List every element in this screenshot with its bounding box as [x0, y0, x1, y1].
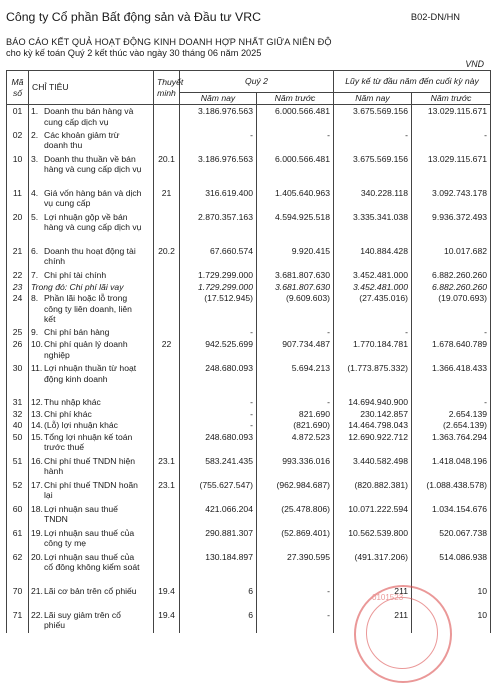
cell-thuyet-minh	[154, 408, 180, 420]
cell-chi-tieu	[29, 455, 154, 479]
item-name: Chi phí bán hàng	[44, 327, 110, 338]
item-index: 10.	[31, 339, 43, 350]
item-name: Lãi suy giảm trên cổ phiếu	[44, 609, 121, 631]
table-row	[7, 326, 491, 338]
cell-lk-nam-nay: 14.694.940.900	[334, 396, 412, 408]
cell-lk-nam-truoc: 10	[412, 609, 491, 633]
cell-q2-nam-nay: -	[180, 326, 257, 338]
cell-chi-tieu	[29, 431, 154, 455]
cell-chi-tieu	[29, 408, 154, 420]
cell-thuyet-minh	[154, 362, 180, 396]
col-ma-so: Mã số	[7, 71, 29, 105]
item-index: 11.	[31, 363, 43, 374]
item-index: 14.	[31, 420, 43, 431]
cell-q2-nam-truoc: (9.609.603)	[257, 292, 334, 326]
cell-chi-tieu	[29, 269, 154, 281]
cell-chi-tieu	[29, 585, 154, 609]
cell-q2-nam-truoc: 4.872.523	[257, 431, 334, 455]
cell-lk-nam-nay: 211	[334, 585, 412, 609]
cell-chi-tieu	[29, 281, 154, 293]
item-index: 19.	[31, 527, 43, 538]
cell-q2-nam-nay: 3.186.976.563	[180, 105, 257, 129]
cell-thuyet-minh: 19.4	[154, 585, 180, 609]
cell-lk-nam-truoc: 6.882.260.260	[412, 269, 491, 281]
col-lk-nam-nay: Năm nay	[334, 93, 412, 105]
cell-lk-nam-nay: 3.675.569.156	[334, 153, 412, 187]
cell-q2-nam-truoc: 993.336.016	[257, 455, 334, 479]
item-name: Doanh thu bán hàng và cung cấp dịch vụ	[44, 106, 134, 127]
cell-q2-nam-nay: -	[180, 129, 257, 153]
cell-thuyet-minh	[154, 281, 180, 293]
item-index: 8.	[31, 293, 39, 304]
cell-lk-nam-truoc: (2.654.139)	[412, 419, 491, 431]
cell-q2-nam-truoc: 3.681.807.630	[257, 281, 334, 293]
cell-thuyet-minh: 21	[154, 187, 180, 211]
item-name: Trong đó: Chi phí lãi vay	[31, 281, 124, 292]
item-name: Các khoản giảm trừ doanh thu	[44, 129, 120, 151]
cell-q2-nam-truoc: 5.694.213	[257, 362, 334, 396]
table-row	[7, 292, 491, 326]
cell-q2-nam-nay: 6	[180, 585, 257, 609]
cell-q2-nam-truoc: 1.405.640.963	[257, 187, 334, 211]
item-name: Giá vốn hàng bán và dịch vụ cung cấp	[44, 187, 142, 209]
cell-lk-nam-truoc: -	[412, 396, 491, 408]
cell-thuyet-minh	[154, 527, 180, 551]
cell-lk-nam-truoc: 520.067.738	[412, 527, 491, 551]
item-index: 21.	[31, 585, 43, 596]
cell-ma-so: 25	[7, 326, 29, 338]
cell-q2-nam-truoc: -	[257, 585, 334, 609]
cell-lk-nam-nay: 211	[334, 609, 412, 633]
cell-lk-nam-truoc: 9.936.372.493	[412, 211, 491, 245]
cell-thuyet-minh: 20.1	[154, 153, 180, 187]
item-index: 17.	[31, 479, 43, 490]
cell-q2-nam-truoc: 3.681.807.630	[257, 269, 334, 281]
item-index: 9.	[31, 327, 39, 338]
cell-lk-nam-truoc: 2.654.139	[412, 408, 491, 420]
currency-label: VND	[465, 59, 484, 69]
cell-lk-nam-truoc: 10.017.682	[412, 245, 491, 269]
report-subtitle: cho kỳ kế toán Quý 2 kết thúc vào ngày 30 tháng 06 năm 2025	[6, 48, 262, 58]
cell-ma-so: 70	[7, 585, 29, 609]
table-row	[7, 479, 491, 503]
cell-q2-nam-nay: 6	[180, 609, 257, 633]
cell-ma-so: 32	[7, 408, 29, 420]
cell-ma-so: 62	[7, 551, 29, 585]
company-name: Công ty Cổ phần Bất động sản và Đầu tư VRC	[6, 10, 261, 24]
cell-q2-nam-nay: (755.627.547)	[180, 479, 257, 503]
table-row	[7, 269, 491, 281]
form-code: B02-DN/HN	[410, 12, 460, 22]
cell-lk-nam-nay: (27.435.016)	[334, 292, 412, 326]
table-row	[7, 455, 491, 479]
item-index: 13.	[31, 408, 43, 419]
cell-lk-nam-truoc: 1.034.154.676	[412, 503, 491, 527]
cell-q2-nam-truoc: -	[257, 129, 334, 153]
cell-q2-nam-nay: 248.680.093	[180, 362, 257, 396]
item-name: Chi phí thuế TNDN hiện hành	[44, 455, 136, 477]
item-index: 6.	[31, 245, 39, 256]
cell-lk-nam-truoc: 514.086.938	[412, 551, 491, 585]
cell-q2-nam-nay: 1.729.299.000	[180, 269, 257, 281]
item-name: Lợi nhuận gộp về bán hàng và cung cấp dịch vụ	[44, 211, 142, 233]
cell-lk-nam-nay: -	[334, 326, 412, 338]
cell-thuyet-minh	[154, 503, 180, 527]
cell-lk-nam-nay: (491.317.206)	[334, 551, 412, 585]
cell-lk-nam-truoc: -	[412, 326, 491, 338]
cell-lk-nam-truoc: (19.070.693)	[412, 292, 491, 326]
cell-ma-so: 60	[7, 503, 29, 527]
table-row	[7, 396, 491, 408]
item-index: 4.	[31, 187, 39, 198]
cell-q2-nam-nay: 3.186.976.563	[180, 153, 257, 187]
table-body	[7, 105, 491, 633]
table-row	[7, 419, 491, 431]
cell-ma-so: 22	[7, 269, 29, 281]
cell-lk-nam-truoc: 10	[412, 585, 491, 609]
cell-chi-tieu	[29, 338, 154, 362]
cell-lk-nam-nay: 3.440.582.498	[334, 455, 412, 479]
item-name: Lợi nhuận sau thuế của cổ đông không kiểm soát	[44, 551, 140, 573]
cell-lk-nam-nay: 230.142.857	[334, 408, 412, 420]
cell-ma-so: 71	[7, 609, 29, 633]
cell-q2-nam-nay: 942.525.699	[180, 338, 257, 362]
cell-chi-tieu	[29, 245, 154, 269]
cell-ma-so: 51	[7, 455, 29, 479]
item-index: 2.	[31, 129, 39, 140]
item-name: (Lỗ) lợi nhuận khác	[44, 420, 118, 431]
cell-thuyet-minh	[154, 431, 180, 455]
table-row	[7, 362, 491, 396]
cell-thuyet-minh	[154, 292, 180, 326]
table-row	[7, 408, 491, 420]
cell-ma-so: 52	[7, 479, 29, 503]
cell-ma-so: 31	[7, 396, 29, 408]
cell-q2-nam-truoc: 821.690	[257, 408, 334, 420]
cell-chi-tieu	[29, 362, 154, 396]
item-index: 18.	[31, 503, 43, 514]
cell-q2-nam-nay: 248.680.093	[180, 431, 257, 455]
cell-chi-tieu	[29, 419, 154, 431]
item-index: 20.	[31, 551, 43, 562]
cell-q2-nam-truoc: 907.734.487	[257, 338, 334, 362]
cell-q2-nam-nay: 130.184.897	[180, 551, 257, 585]
cell-chi-tieu	[29, 187, 154, 211]
table-row	[7, 503, 491, 527]
cell-lk-nam-nay: (1.773.875.332)	[334, 362, 412, 396]
cell-ma-so: 21	[7, 245, 29, 269]
cell-lk-nam-truoc: 13.029.115.671	[412, 153, 491, 187]
cell-q2-nam-truoc: 9.920.415	[257, 245, 334, 269]
cell-q2-nam-nay: -	[180, 419, 257, 431]
cell-lk-nam-truoc: 3.092.743.178	[412, 187, 491, 211]
item-name: Lợi nhuận sau thuế của công ty mẹ	[44, 527, 135, 549]
cell-q2-nam-truoc: (52.869.401)	[257, 527, 334, 551]
cell-ma-so: 11	[7, 187, 29, 211]
table-row	[7, 129, 491, 153]
table-row	[7, 211, 491, 245]
col-thuyet-minh: Thuyết minh	[154, 71, 180, 105]
item-name: Chi phí quản lý doanh nghiệp	[44, 339, 128, 360]
cell-thuyet-minh: 23.1	[154, 455, 180, 479]
cell-q2-nam-nay: 290.881.307	[180, 527, 257, 551]
cell-q2-nam-nay: 421.066.204	[180, 503, 257, 527]
cell-lk-nam-nay: 3.452.481.000	[334, 269, 412, 281]
cell-q2-nam-nay: 67.660.574	[180, 245, 257, 269]
cell-lk-nam-nay: 1.770.184.781	[334, 338, 412, 362]
cell-q2-nam-nay: -	[180, 396, 257, 408]
cell-lk-nam-nay: -	[334, 129, 412, 153]
col-luy-ke: Lũy kế từ đầu năm đến cuối kỳ này	[334, 71, 491, 93]
cell-thuyet-minh	[154, 396, 180, 408]
cell-chi-tieu	[29, 527, 154, 551]
cell-ma-so: 24	[7, 292, 29, 326]
item-index: 5.	[31, 211, 39, 222]
cell-lk-nam-nay: 3.452.481.000	[334, 281, 412, 293]
item-name: Doanh thu hoạt động tài chính	[44, 245, 136, 267]
cell-lk-nam-nay: 140.884.428	[334, 245, 412, 269]
cell-q2-nam-truoc: 6.000.566.481	[257, 105, 334, 129]
cell-q2-nam-truoc: 6.000.566.481	[257, 153, 334, 187]
item-name: Lợi nhuận thuần từ hoạt động kinh doanh	[44, 363, 137, 384]
cell-q2-nam-nay: 2.870.357.163	[180, 211, 257, 245]
cell-ma-so: 26	[7, 338, 29, 362]
cell-q2-nam-truoc: -	[257, 326, 334, 338]
cell-ma-so: 23	[7, 281, 29, 293]
cell-chi-tieu	[29, 503, 154, 527]
item-index: 1.	[31, 106, 39, 116]
company-seal	[354, 585, 452, 683]
cell-thuyet-minh	[154, 269, 180, 281]
cell-q2-nam-nay: 583.241.435	[180, 455, 257, 479]
cell-q2-nam-truoc: (962.984.687)	[257, 479, 334, 503]
cell-thuyet-minh	[154, 105, 180, 129]
cell-ma-so: 10	[7, 153, 29, 187]
cell-chi-tieu	[29, 326, 154, 338]
cell-lk-nam-truoc: (1.088.438.578)	[412, 479, 491, 503]
cell-q2-nam-truoc: -	[257, 609, 334, 633]
table-row	[7, 551, 491, 585]
cell-chi-tieu	[29, 153, 154, 187]
col-q2-nam-nay: Năm nay	[180, 93, 257, 105]
item-name: Chi phí thuế TNDN hoãn lại	[44, 479, 138, 501]
cell-lk-nam-truoc: 13.029.115.671	[412, 105, 491, 129]
cell-lk-nam-nay: 3.675.569.156	[334, 105, 412, 129]
cell-chi-tieu	[29, 396, 154, 408]
cell-lk-nam-nay: 10.562.539.800	[334, 527, 412, 551]
table-row	[7, 245, 491, 269]
item-name: Lãi cơ bản trên cổ phiếu	[44, 585, 137, 596]
cell-q2-nam-nay: 316.619.400	[180, 187, 257, 211]
cell-lk-nam-truoc: 1.366.418.433	[412, 362, 491, 396]
cell-ma-so: 30	[7, 362, 29, 396]
table-row	[7, 105, 491, 129]
cell-q2-nam-truoc: -	[257, 396, 334, 408]
col-chi-tieu: CHỈ TIÊU	[29, 71, 154, 105]
item-name: Doanh thu thuần về bán hàng và cung cấp dịch vụ	[44, 153, 142, 175]
table-row	[7, 431, 491, 455]
table-row	[7, 338, 491, 362]
cell-thuyet-minh: 22	[154, 338, 180, 362]
cell-lk-nam-truoc: 1.363.764.294	[412, 431, 491, 455]
cell-chi-tieu	[29, 551, 154, 585]
item-name: Thu nhập khác	[44, 397, 101, 408]
item-name: Lợi nhuận sau thuế TNDN	[44, 503, 118, 525]
cell-chi-tieu	[29, 105, 154, 129]
cell-lk-nam-nay: 14.464.798.043	[334, 419, 412, 431]
seal-text: 0101523	[372, 593, 404, 602]
cell-ma-so: 02	[7, 129, 29, 153]
cell-lk-nam-truoc: 6.882.260.260	[412, 281, 491, 293]
cell-lk-nam-truoc: -	[412, 129, 491, 153]
income-statement-table	[6, 70, 491, 633]
table-row	[7, 281, 491, 293]
cell-q2-nam-truoc: (821.690)	[257, 419, 334, 431]
item-index: 16.	[31, 455, 43, 466]
cell-lk-nam-nay: 12.690.922.712	[334, 431, 412, 455]
cell-ma-so: 61	[7, 527, 29, 551]
item-index: 12.	[31, 397, 43, 408]
item-name: Phần lãi hoặc lỗ trong công ty liên doanh, liên kết	[44, 293, 132, 325]
cell-thuyet-minh: 20.2	[154, 245, 180, 269]
cell-chi-tieu	[29, 129, 154, 153]
cell-thuyet-minh	[154, 419, 180, 431]
item-name: Chi phí khác	[44, 408, 92, 419]
cell-lk-nam-truoc: 1.678.640.789	[412, 338, 491, 362]
cell-ma-so: 20	[7, 211, 29, 245]
cell-q2-nam-truoc: 4.594.925.518	[257, 211, 334, 245]
cell-lk-nam-nay: 10.071.222.594	[334, 503, 412, 527]
cell-thuyet-minh	[154, 551, 180, 585]
item-index: 22.	[31, 609, 43, 620]
cell-q2-nam-nay: (17.512.945)	[180, 292, 257, 326]
cell-thuyet-minh	[154, 326, 180, 338]
cell-ma-so: 01	[7, 105, 29, 129]
item-name: Chi phí tài chính	[44, 269, 107, 280]
item-index: 3.	[31, 153, 39, 164]
cell-q2-nam-truoc: 27.390.595	[257, 551, 334, 585]
cell-thuyet-minh: 23.1	[154, 479, 180, 503]
cell-thuyet-minh	[154, 129, 180, 153]
cell-ma-so: 40	[7, 419, 29, 431]
col-quy2: Quý 2	[180, 71, 334, 93]
cell-chi-tieu	[29, 479, 154, 503]
table-row	[7, 527, 491, 551]
cell-chi-tieu	[29, 292, 154, 326]
item-index: 7.	[31, 269, 39, 280]
cell-lk-nam-truoc: 1.418.048.196	[412, 455, 491, 479]
col-lk-nam-truoc: Năm trước	[412, 93, 491, 105]
cell-lk-nam-nay: 340.228.118	[334, 187, 412, 211]
item-name: Tổng lợi nhuận kế toán trước thuế	[44, 431, 133, 453]
table-row	[7, 153, 491, 187]
table-row	[7, 187, 491, 211]
col-q2-nam-truoc: Năm trước	[257, 93, 334, 105]
cell-q2-nam-nay: -	[180, 408, 257, 420]
cell-lk-nam-nay: 3.335.341.038	[334, 211, 412, 245]
cell-thuyet-minh	[154, 211, 180, 245]
cell-chi-tieu	[29, 609, 154, 633]
report-title: BÁO CÁO KẾT QUẢ HOẠT ĐỘNG KINH DOANH HỢP NHẤT GIỮA NIÊN ĐỘ	[6, 37, 332, 47]
cell-ma-so: 50	[7, 431, 29, 455]
cell-thuyet-minh: 19.4	[154, 609, 180, 633]
cell-q2-nam-nay: 1.729.299.000	[180, 281, 257, 293]
cell-lk-nam-nay: (820.882.381)	[334, 479, 412, 503]
cell-q2-nam-truoc: (25.478.806)	[257, 503, 334, 527]
item-index: 15.	[31, 431, 43, 442]
cell-chi-tieu	[29, 211, 154, 245]
